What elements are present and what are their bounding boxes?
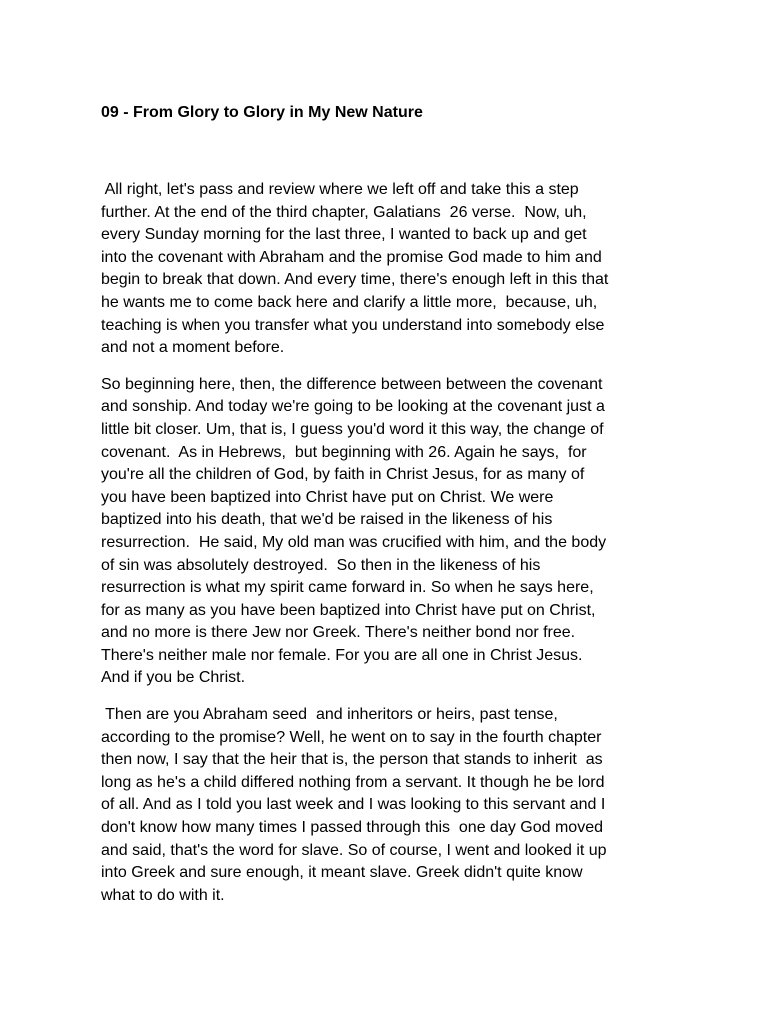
text-line: teaching is when you transfer what you understand into somebody else [101,316,605,334]
text-line: don't know how many times I passed through this one day God moved [101,819,603,837]
text-line: and sonship. And today we're going to be looking at the covenant just a [101,398,605,416]
document-title: 09 - From Glory to Glory in My New Nature [101,104,423,121]
text-line: further. At the end of the third chapter, Galatians 26 verse. Now, uh, [101,203,587,221]
text-line: into the covenant with Abraham and the promise God made to him and [101,248,602,266]
text-line: covenant. As in Hebrews, but beginning with 26. Again he says, for [101,443,587,461]
text-line: Then are you Abraham seed and inheritors or heirs, past tense, [101,706,558,724]
text-line: of sin was absolutely destroyed. So then in the likeness of his [101,556,541,574]
text-line: little bit closer. Um, that is, I guess you'd word it this way, the change of [101,420,604,438]
text-line: and not a moment before. [101,339,285,357]
paragraph-1 [101,179,681,360]
text-line: So beginning here, then, the difference between between the covenant [101,375,603,393]
text-line: what to do with it. [101,886,225,904]
text-line: then now, I say that the heir that is, the person that stands to inherit as [101,751,603,769]
paragraph-2 [101,374,681,690]
text-line: and no more is there Jew nor Greek. There's neither bond nor free. [101,624,576,642]
text-line: And if you be Christ. [101,669,246,687]
text-line: he wants me to come back here and clarify a little more, because, uh, [101,293,598,311]
text-line: you're all the children of God, by faith in Christ Jesus, for as many of [101,466,585,484]
paragraph-3 [101,704,681,907]
text-line: There's neither male nor female. For you are all one in Christ Jesus. [101,646,583,664]
text-line: according to the promise? Well, he went on to say in the fourth chapter [101,728,602,746]
text-line: of all. And as I told you last week and I was looking to this servant and I [101,796,606,814]
text-line: All right, let's pass and review where we left off and take this a step [101,181,579,198]
text-line: and said, that's the word for slave. So of course, I went and looked it up [101,841,607,859]
text-line: into Greek and sure enough, it meant slave. Greek didn't quite know [101,864,583,882]
text-line: baptized into his death, that we'd be raised in the likeness of his [101,511,553,529]
text-line: every Sunday morning for the last three, I wanted to back up and get [101,226,587,244]
paragraph-spacing [101,360,681,374]
text-line: for as many as you have been baptized into Christ have put on Christ, [101,601,596,619]
text-line: long as he's a child differed nothing from a servant. It though he be lord [101,773,605,791]
text-line: you have been baptized into Christ have put on Christ. We were [101,488,554,506]
paragraph-spacing [101,690,681,704]
document-body [101,179,681,907]
text-line: resurrection is what my spirit came forward in. So when he says here, [101,579,594,597]
text-line: resurrection. He said, My old man was crucified with him, and the body [101,533,607,551]
text-line: begin to break that down. And every time, there's enough left in this that [101,271,609,289]
